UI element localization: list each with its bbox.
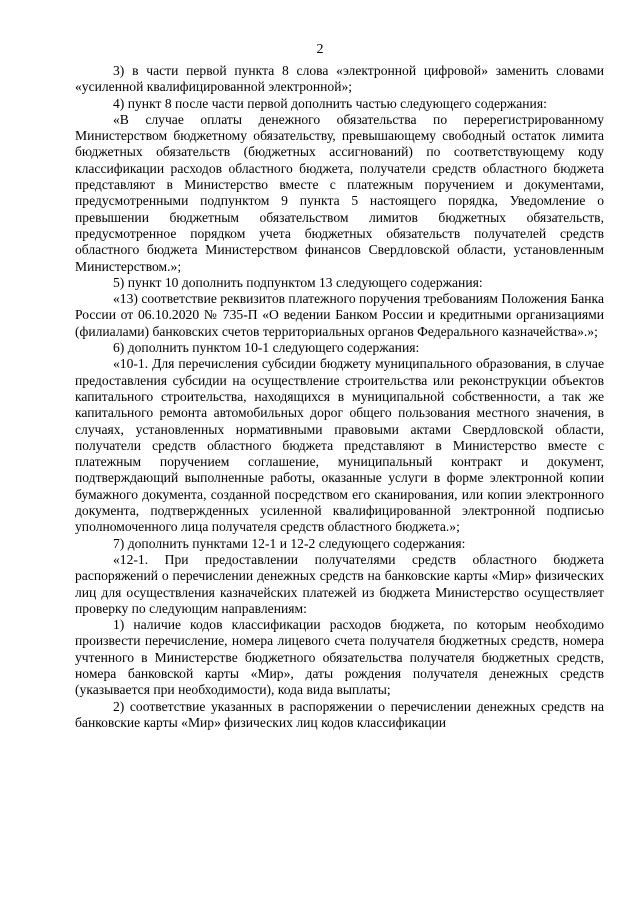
document-body — [75, 63, 604, 731]
quoted-paragraph-13: «13) соответствие реквизитов платежного поручения требованиям Положения Банка России от 06.10.2020 № 735-П «О ведении Банком России и кредитными организациями (филиалами) банковских счетов территориальных органов Федерального казначейства».»; — [75, 291, 604, 339]
paragraph-item-5: 5) пункт 10 дополнить подпунктом 13 следующего содержания: — [113, 274, 483, 290]
quoted-paragraph-10-1: «10-1. Для перечисления субсидии бюджету муниципального образования, в случае предоставления субсидии на осуществление строительства или реконструкции объектов капитального строительства, находящихся в муниципальной собственности, а так же капитального ремонта автомобильных дорог общего пользования местного значения, в случаях, установленных нормативными правовыми актами Свердловской области, получатели средств областного бюджета представляют в Министерство вместе с платежным поручением соглашение, муниципальный контракт и документ, подтверждающий выполненные работы, оказанные услуги в форме электронной копии бумажного документа, созданной посредством его сканирования, или копии электронного документа, подтвержденных усиленной квалифицированной электронной подписью уполномоченного лица получателя средств областного бюджета.»; — [75, 356, 604, 535]
quoted-paragraph-12-1: «12-1. При предоставлении получателями средств областного бюджета распоряжений о перечислении денежных средств на банковские карты «Мир» физических лиц для осуществления казначейских платежей из бюджета Министерство осуществляет проверку по следующим направлениям: — [75, 551, 604, 616]
paragraph-item-6: 6) дополнить пунктом 10-1 следующего содержания: — [113, 340, 420, 356]
paragraph-item-7: 7) дополнить пунктами 12-1 и 12-2 следующего содержания: — [113, 535, 466, 551]
subparagraph-1: 1) наличие кодов классификации расходов бюджета, по которым необходимо произвести перечисление, номера лицевого счета получателя бюджетных средств, номера учтенного в Министерстве бюджетного обязательства получателя бюджетных средств, номера банковской карты «Мир», даты рождения получателя денежных средств (указывается при необходимости), кода вида выплаты; — [75, 617, 604, 698]
paragraph-item-3: 3) в части первой пункта 8 слова «электронной цифровой» заменить словами «усиленной квалифицированной электронной»; — [75, 63, 604, 95]
quoted-paragraph-budget-obligation: «В случае оплаты денежного обязательства по перерегистрированному Министерством бюджетному обязательству, превышающему свободный остаток лимита бюджетных обязательств (бюджетных ассигнований) по соответствующему коду классификации расходов областного бюджета, получатели средств областного бюджета представляют в Министерство вместе с платежным поручением и документами, предусмотренными подпунктом 9 пункта 5 настоящего порядка, Уведомление о превышении бюджетным обязательством лимитов бюджетных обязательств, предусмотренное порядком учета бюджетных обязательств получателей средств областного бюджета Министерством финансов Свердловской области, установленным Министерством.»; — [75, 111, 604, 274]
page-number: 2 — [316, 42, 324, 57]
paragraph-item-4: 4) пункт 8 после части первой дополнить частью следующего содержания: — [113, 95, 547, 111]
subparagraph-2: 2) соответствие указанных в распоряжении о перечислении денежных средств на банковские карты «Мир» физических лиц кодов классификации — [75, 698, 604, 730]
